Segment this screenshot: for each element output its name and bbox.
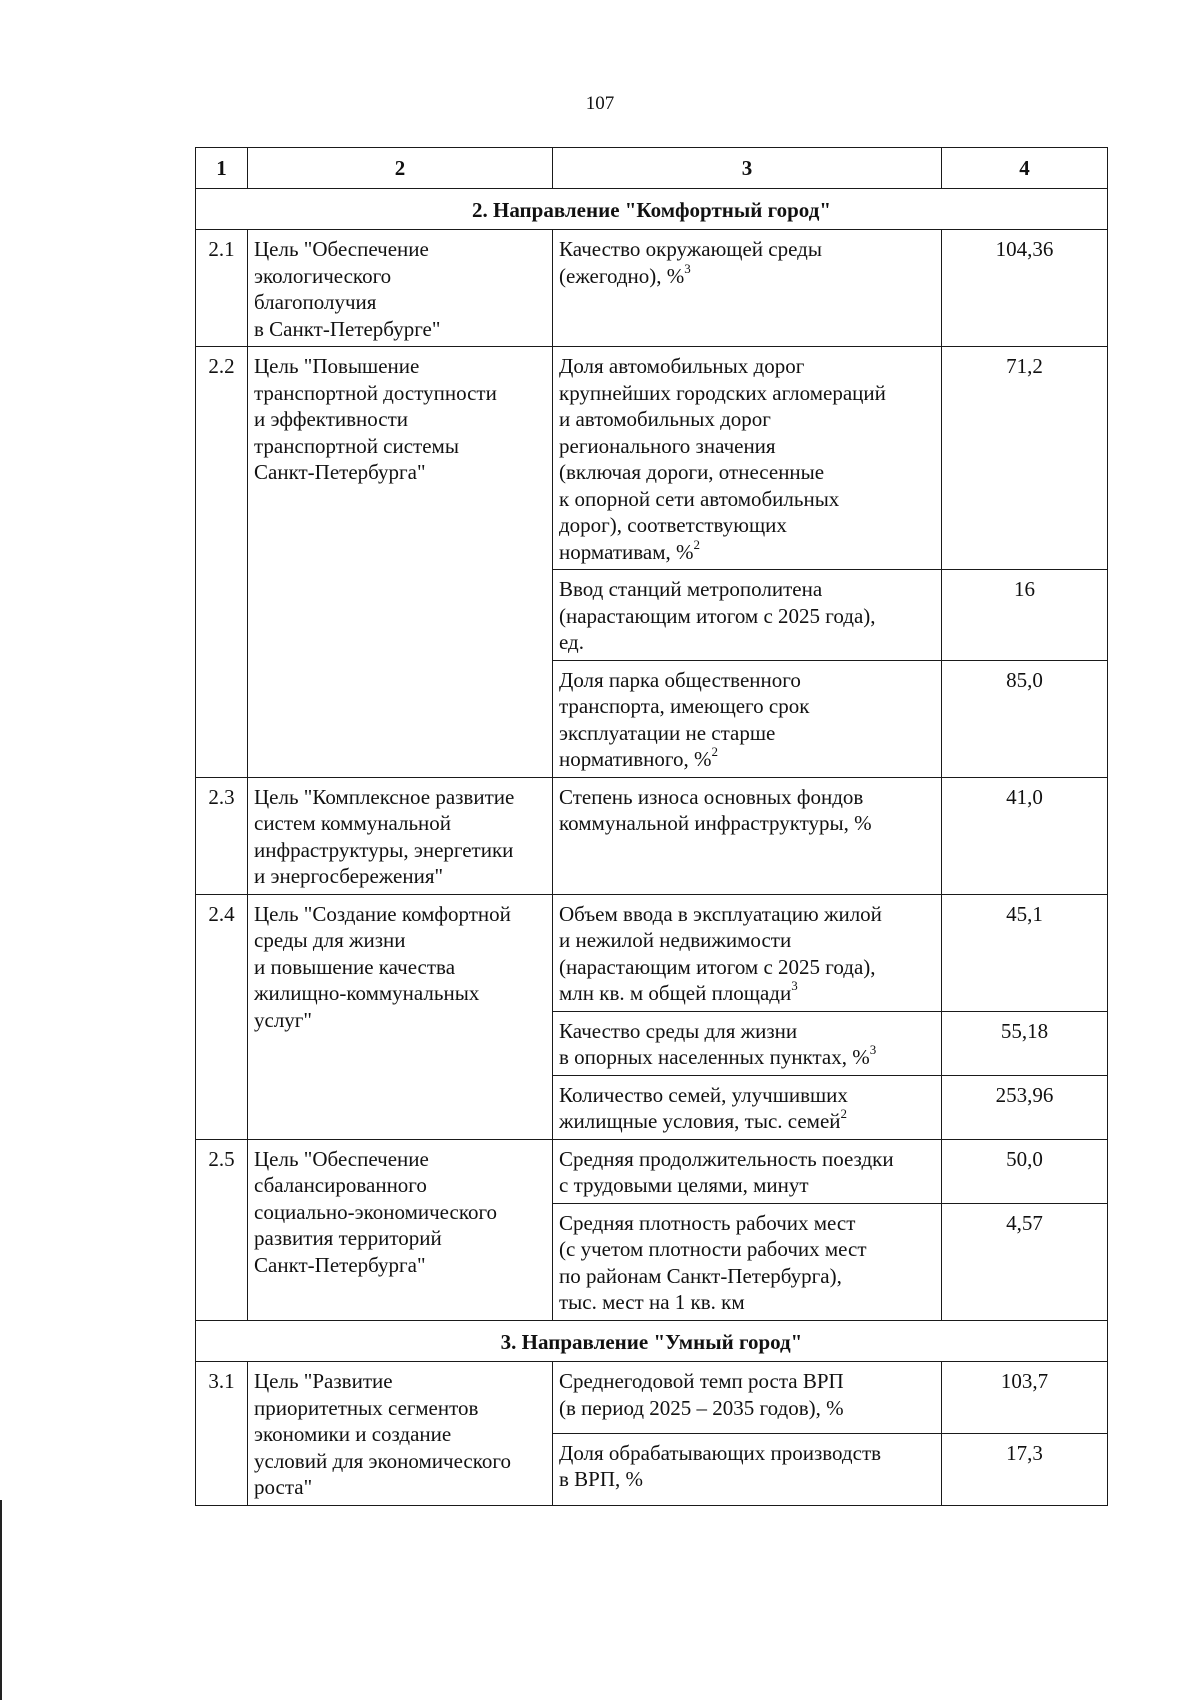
table-row (196, 347, 1108, 570)
table-row (196, 1139, 1108, 1203)
table-row (196, 230, 1108, 347)
indicator-value: 41,0 (942, 777, 1108, 894)
section-title: 2. Направление "Комфортный город" (196, 188, 1108, 230)
indicator-value: 55,18 (942, 1011, 1108, 1075)
indicator-value: 45,1 (942, 894, 1108, 1011)
indicator-cell (553, 777, 942, 894)
indicator-cell (553, 1433, 942, 1505)
header-row (196, 148, 1108, 189)
page-number: 107 (585, 93, 615, 114)
footnote-marker: 2 (711, 744, 718, 759)
scan-edge-mark (0, 1500, 2, 1700)
indicator-cell (553, 1011, 942, 1075)
goal-text: Цель "Обеспечение сбалансированного социально-экономического развития территорий Санкт-Петербурга" (248, 1139, 553, 1320)
section-row (196, 188, 1108, 230)
table-row (196, 777, 1108, 894)
goal-number: 2.1 (196, 230, 248, 347)
indicator-cell (553, 1075, 942, 1139)
goal-text: Цель "Развитие приоритетных сегментов экономики и создание условий для экономического роста" (248, 1362, 553, 1506)
indicator-text: Среднегодовой темп роста ВРП (в период 2025 – 2035 годов), % (559, 1369, 844, 1420)
footnote-marker: 2 (693, 536, 701, 552)
indicators-table (195, 147, 1108, 1506)
goal-text: Цель "Обеспечение экологического благополучия в Санкт-Петербурге" (248, 230, 553, 347)
indicator-value: 17,3 (942, 1433, 1108, 1505)
goal-text: Цель "Создание комфортной среды для жизни и повышение качества жилищно-коммунальных услуг" (248, 894, 553, 1139)
header-col-1: 1 (196, 148, 248, 189)
table-row (196, 894, 1108, 1011)
indicator-value: 4,57 (942, 1203, 1108, 1320)
indicator-value: 85,0 (942, 660, 1108, 777)
footnote-marker: 3 (791, 978, 798, 993)
indicator-value: 16 (942, 570, 1108, 661)
table-row (196, 1362, 1108, 1434)
indicator-cell (553, 1139, 942, 1203)
footnote-marker: 2 (840, 1106, 848, 1121)
indicator-value: 71,2 (942, 347, 1108, 570)
header-col-2: 2 (248, 148, 553, 189)
indicator-text: Средняя продолжительность поездки с трудовыми целями, минут (559, 1146, 894, 1197)
indicator-cell (553, 347, 942, 570)
footnote-marker: 3 (869, 1042, 877, 1057)
goal-text: Цель "Комплексное развитие систем коммунальной инфраструктуры, энергетики и энергосбережения" (248, 777, 553, 894)
indicator-text: Средняя плотность рабочих мест (с учетом плотности рабочих мест по районам Санкт-Петербурга), тыс. мест на 1 кв. км (559, 1210, 867, 1314)
indicator-text: Качество среды для жизни в опорных населенных пунктах, % (559, 1018, 870, 1069)
goal-number: 2.2 (196, 347, 248, 778)
indicator-text: Доля парка общественного транспорта, имеющего срок эксплуатации не старше нормативного, % (559, 667, 810, 771)
indicator-cell (553, 1203, 942, 1320)
goal-number: 3.1 (196, 1362, 248, 1506)
header-col-4: 4 (942, 148, 1108, 189)
indicator-text: Объем ввода в эксплуатацию жилой и нежилой недвижимости (нарастающим итогом с 2025 года), млн кв. м общей площади (559, 901, 882, 1005)
indicator-value: 253,96 (942, 1075, 1108, 1139)
indicator-text: Количество семей, улучшивших жилищные условия, тыс. семей (559, 1082, 848, 1133)
indicator-cell (553, 570, 942, 661)
header-col-3: 3 (553, 148, 942, 189)
footnote-marker: 3 (684, 260, 691, 276)
indicator-cell (553, 660, 942, 777)
indicator-value: 50,0 (942, 1139, 1108, 1203)
indicator-text: Доля обрабатывающих производств в ВРП, % (559, 1440, 882, 1492)
goal-number: 2.5 (196, 1139, 248, 1320)
section-row (196, 1320, 1108, 1362)
indicator-text: Степень износа основных фондов коммунальной инфраструктуры, % (559, 784, 872, 835)
indicator-text: Доля автомобильных дорог крупнейших городских агломераций и автомобильных дорог регионального значения (включая дороги, отнесенные к опорной сети автомобильных дорог), соответствующих нормативам, % (559, 354, 886, 564)
goal-number: 2.3 (196, 777, 248, 894)
indicator-cell (553, 230, 942, 347)
section-title: 3. Направление "Умный город" (196, 1320, 1108, 1362)
goal-number: 2.4 (196, 894, 248, 1139)
goal-text: Цель "Повышение транспортной доступности и эффективности транспортной системы Санкт-Петербурга" (248, 347, 553, 778)
indicator-cell (553, 1362, 942, 1434)
indicator-text: Качество окружающей среды (ежегодно), % (559, 237, 822, 288)
indicator-value: 103,7 (942, 1362, 1108, 1434)
indicator-value: 104,36 (942, 230, 1108, 347)
indicator-cell (553, 894, 942, 1011)
indicator-text: Ввод станций метрополитена (нарастающим итогом с 2025 года), ед. (559, 577, 876, 654)
